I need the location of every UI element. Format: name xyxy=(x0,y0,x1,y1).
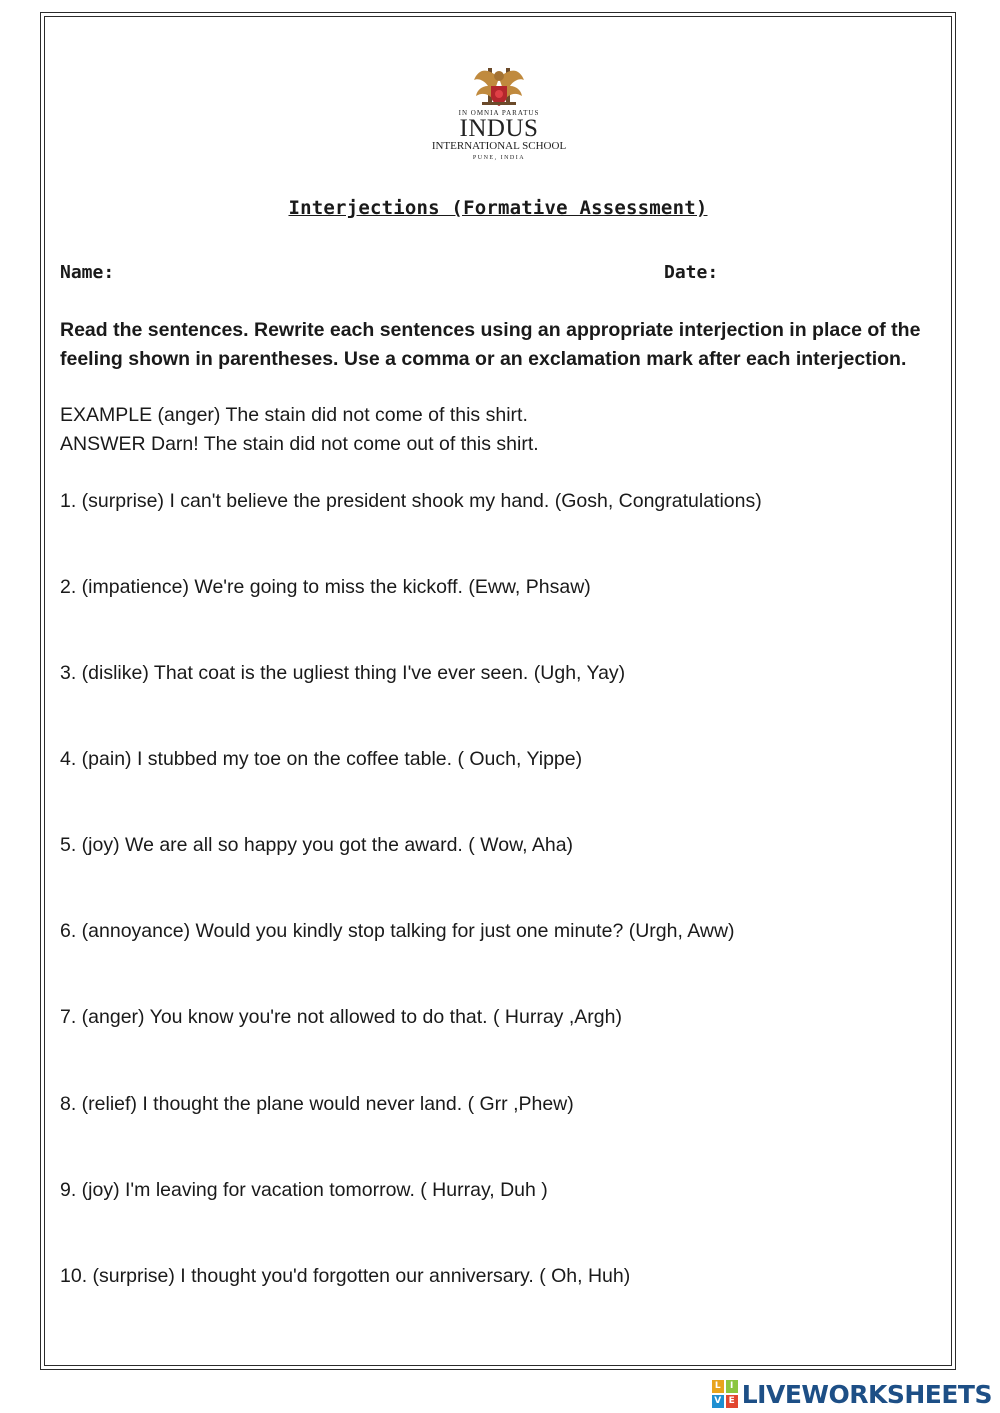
question-6: 6. (annoyance) Would you kindly stop talking for just one minute? (Urgh, Aww) xyxy=(60,920,735,942)
instructions: Read the sentences. Rewrite each sentences using an appropriate interjection in place of the feeling shown in parentheses. Use a comma or an exclamation mark after each interjection. xyxy=(60,319,921,370)
question-4: 4. (pain) I stubbed my toe on the coffee table. ( Ouch, Yippe) xyxy=(60,748,583,770)
question-5: 5. (joy) We are all so happy you got the award. ( Wow, Aha) xyxy=(60,834,574,856)
question-1: 1. (surprise) I can't believe the president shook my hand. (Gosh, Congratulations) xyxy=(60,490,762,512)
question-2: 2. (impatience) We're going to miss the kickoff. (Eww, Phsaw) xyxy=(60,576,591,598)
question-3: 3. (dislike) That coat is the ugliest thing I've ever seen. (Ugh, Yay) xyxy=(60,662,626,684)
school-logo xyxy=(430,64,568,172)
logo-motto: IN OMNIA PARATUS xyxy=(458,109,540,117)
worksheet-title: Interjections (Formative Assessment) xyxy=(288,197,708,219)
badge-letter: I xyxy=(726,1380,738,1393)
logo-school-name: INDUS xyxy=(459,115,539,142)
question-9: 9. (joy) I'm leaving for vacation tomorrow. ( Hurray, Duh ) xyxy=(60,1179,548,1201)
question-8: 8. (relief) I thought the plane would never land. ( Grr ,Phew) xyxy=(60,1093,574,1115)
question-7: 7. (anger) You know you're not allowed to do that. ( Hurray ,Argh) xyxy=(60,1006,622,1028)
badge-letter: L xyxy=(712,1380,724,1393)
liveworksheets-logo-icon xyxy=(712,1380,738,1408)
logo-city: PUNE, INDIA xyxy=(472,155,526,161)
badge-letter: V xyxy=(712,1395,724,1408)
logo-school-subtitle: INTERNATIONAL SCHOOL xyxy=(431,140,567,152)
question-10: 10. (surprise) I thought you'd forgotten our anniversary. ( Oh, Huh) xyxy=(60,1265,631,1287)
badge-letter: E xyxy=(726,1395,738,1408)
example-answer: ANSWER Darn! The stain did not come out of this shirt. xyxy=(60,433,539,455)
watermark-text: LIVEWORKSHEETS xyxy=(741,1379,992,1409)
example-question: EXAMPLE (anger) The stain did not come of this shirt. xyxy=(60,404,528,426)
name-label: Name: xyxy=(60,262,115,283)
date-label: Date: xyxy=(664,262,719,283)
liveworksheets-watermark xyxy=(712,1377,992,1411)
